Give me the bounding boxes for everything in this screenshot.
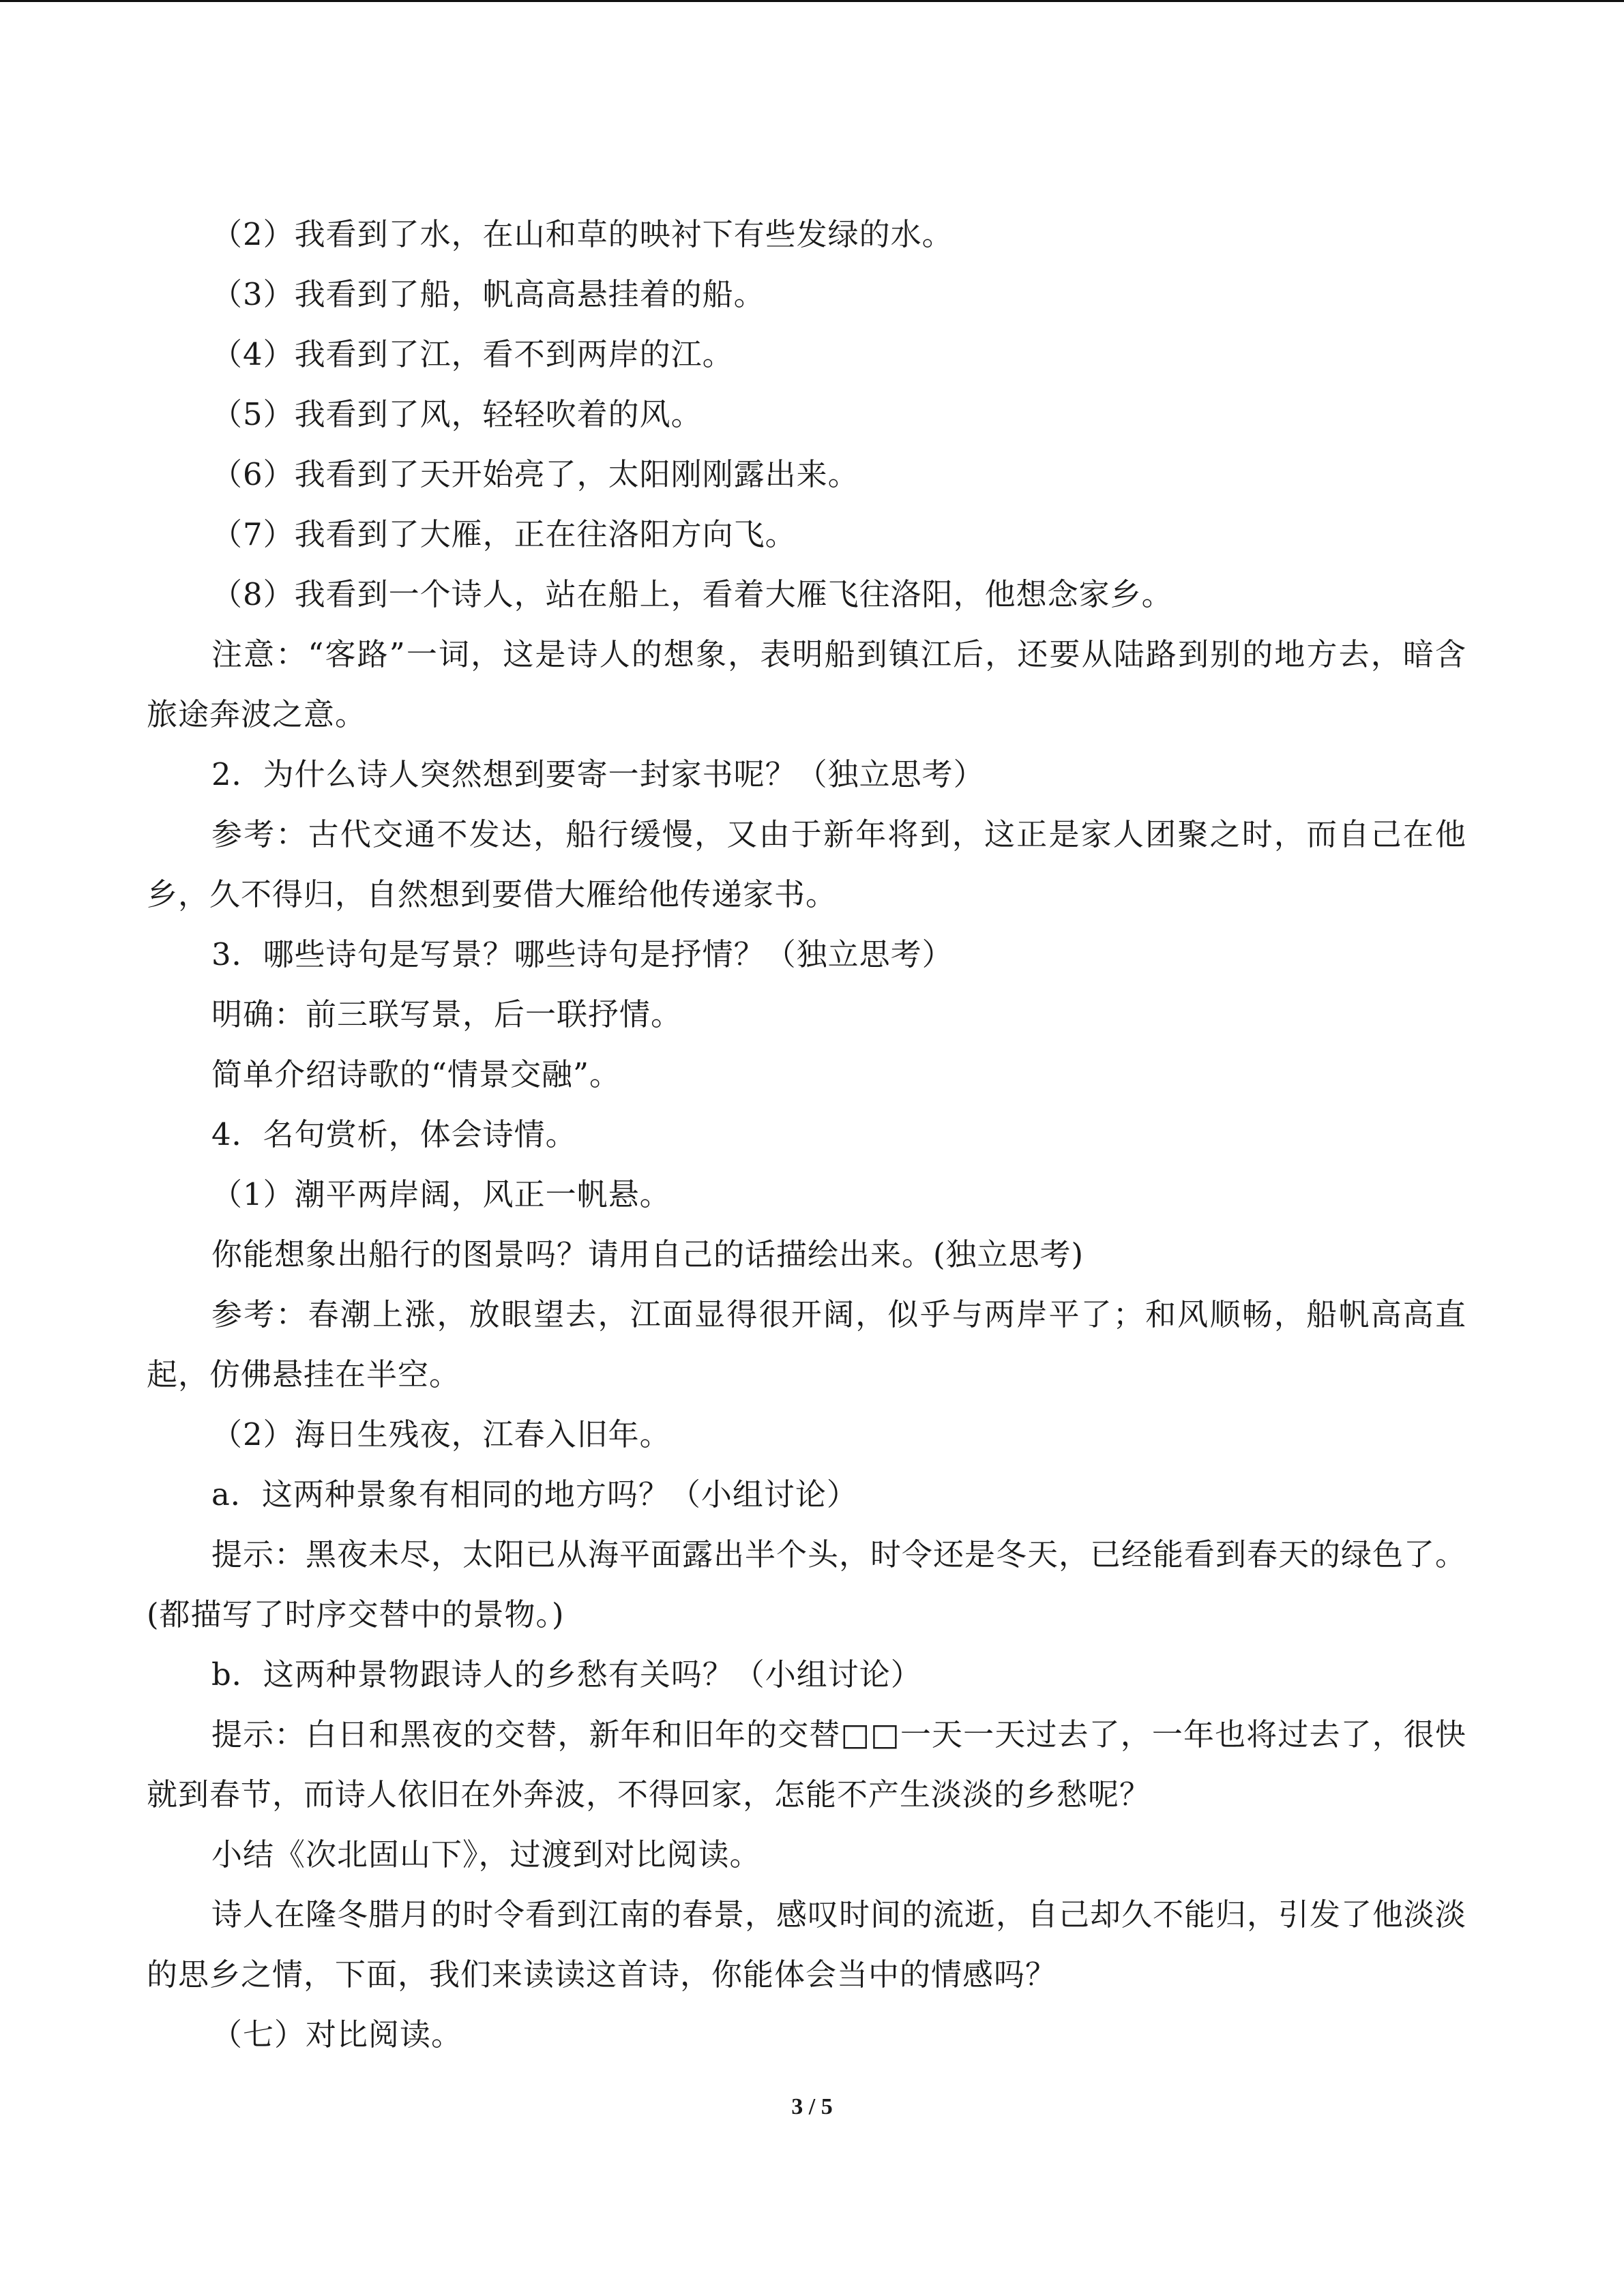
paragraph-reference: 参考：古代交通不发达，船行缓慢，又由于新年将到，这正是家人团聚之时，而自己在他乡，久不得归，自然想到要借大雁给他传递家书。 bbox=[147, 816, 1466, 912]
paragraph-hint: 提示：黑夜未尽，太阳已从海平面露出半个头，时令还是冬天，已经能看到春天的绿色了。(都描写了时序交替中的景物。) bbox=[147, 1536, 1467, 1632]
paragraph-line: （2）我看到了水，在山和草的映衬下有些发绿的水。 bbox=[211, 216, 954, 252]
paragraph-line: （2）海日生残夜，江春入旧年。 bbox=[211, 1416, 671, 1452]
paragraph-line: （3）我看到了船，帆高高悬挂着的船。 bbox=[211, 276, 765, 312]
document-body bbox=[147, 205, 1466, 2065]
paragraph-line: （8）我看到一个诗人，站在船上，看着大雁飞往洛阳，他想念家乡。 bbox=[211, 576, 1173, 612]
paragraph-note: 注意：“客路”一词，这是诗人的想象，表明船到镇江后，还要从陆路到别的地方去，暗含旅途奔波之意。 bbox=[147, 636, 1466, 732]
paragraph-line: 明确：前三联写景，后一联抒情。 bbox=[211, 996, 683, 1032]
paragraph-line: （5）我看到了风，轻轻吹着的风。 bbox=[211, 396, 703, 432]
question-heading: 4．名句赏析，体会诗情。 bbox=[211, 1116, 577, 1152]
question-heading: 3．哪些诗句是写景？哪些诗句是抒情？（独立思考） bbox=[211, 936, 954, 972]
paragraph-line: （6）我看到了天开始亮了，太阳刚刚露出来。 bbox=[211, 456, 859, 492]
paragraph-line: （4）我看到了江，看不到两岸的江。 bbox=[211, 336, 734, 372]
page-number: 3 / 5 bbox=[791, 2094, 833, 2119]
paragraph-line: a．这两种景象有相同的地方吗？（小组讨论） bbox=[211, 1476, 858, 1512]
paragraph-line: （7）我看到了大雁，正在往洛阳方向飞。 bbox=[211, 516, 797, 552]
paragraph-line: 你能想象出船行的图景吗？请用自己的话描绘出来。(独立思考) bbox=[211, 1236, 1084, 1272]
paragraph-hint: 提示：白日和黑夜的交替，新年和旧年的交替□□一天一天过去了，一年也将过去了，很快就到春节，而诗人依旧在外奔波，不得回家，怎能不产生淡淡的乡愁呢？ bbox=[147, 1716, 1466, 1813]
paragraph-summary: 诗人在隆冬腊月的时令看到江南的春景，感叹时间的流逝，自己却久不能归，引发了他淡淡的思乡之情，下面，我们来读读这首诗，你能体会当中的情感吗？ bbox=[147, 1896, 1467, 1993]
paragraph-line: 小结《次北固山下》，过渡到对比阅读。 bbox=[211, 1836, 761, 1873]
question-heading: 2．为什么诗人突然想到要寄一封家书呢？（独立思考） bbox=[211, 756, 985, 792]
paragraph-line: （1）潮平两岸阔，风正一帆悬。 bbox=[211, 1176, 671, 1212]
top-border-line bbox=[0, 0, 1624, 2]
paragraph-reference: 参考：春潮上涨，放眼望去，江面显得很开阔，似乎与两岸平了；和风顺畅，船帆高高直起，仿佛悬挂在半空。 bbox=[147, 1296, 1466, 1392]
section-heading: （七）对比阅读。 bbox=[211, 2016, 463, 2053]
paragraph-line: 简单介绍诗歌的“情景交融”。 bbox=[211, 1056, 621, 1092]
paragraph-line: b．这两种景物跟诗人的乡愁有关吗？（小组讨论） bbox=[211, 1656, 922, 1693]
